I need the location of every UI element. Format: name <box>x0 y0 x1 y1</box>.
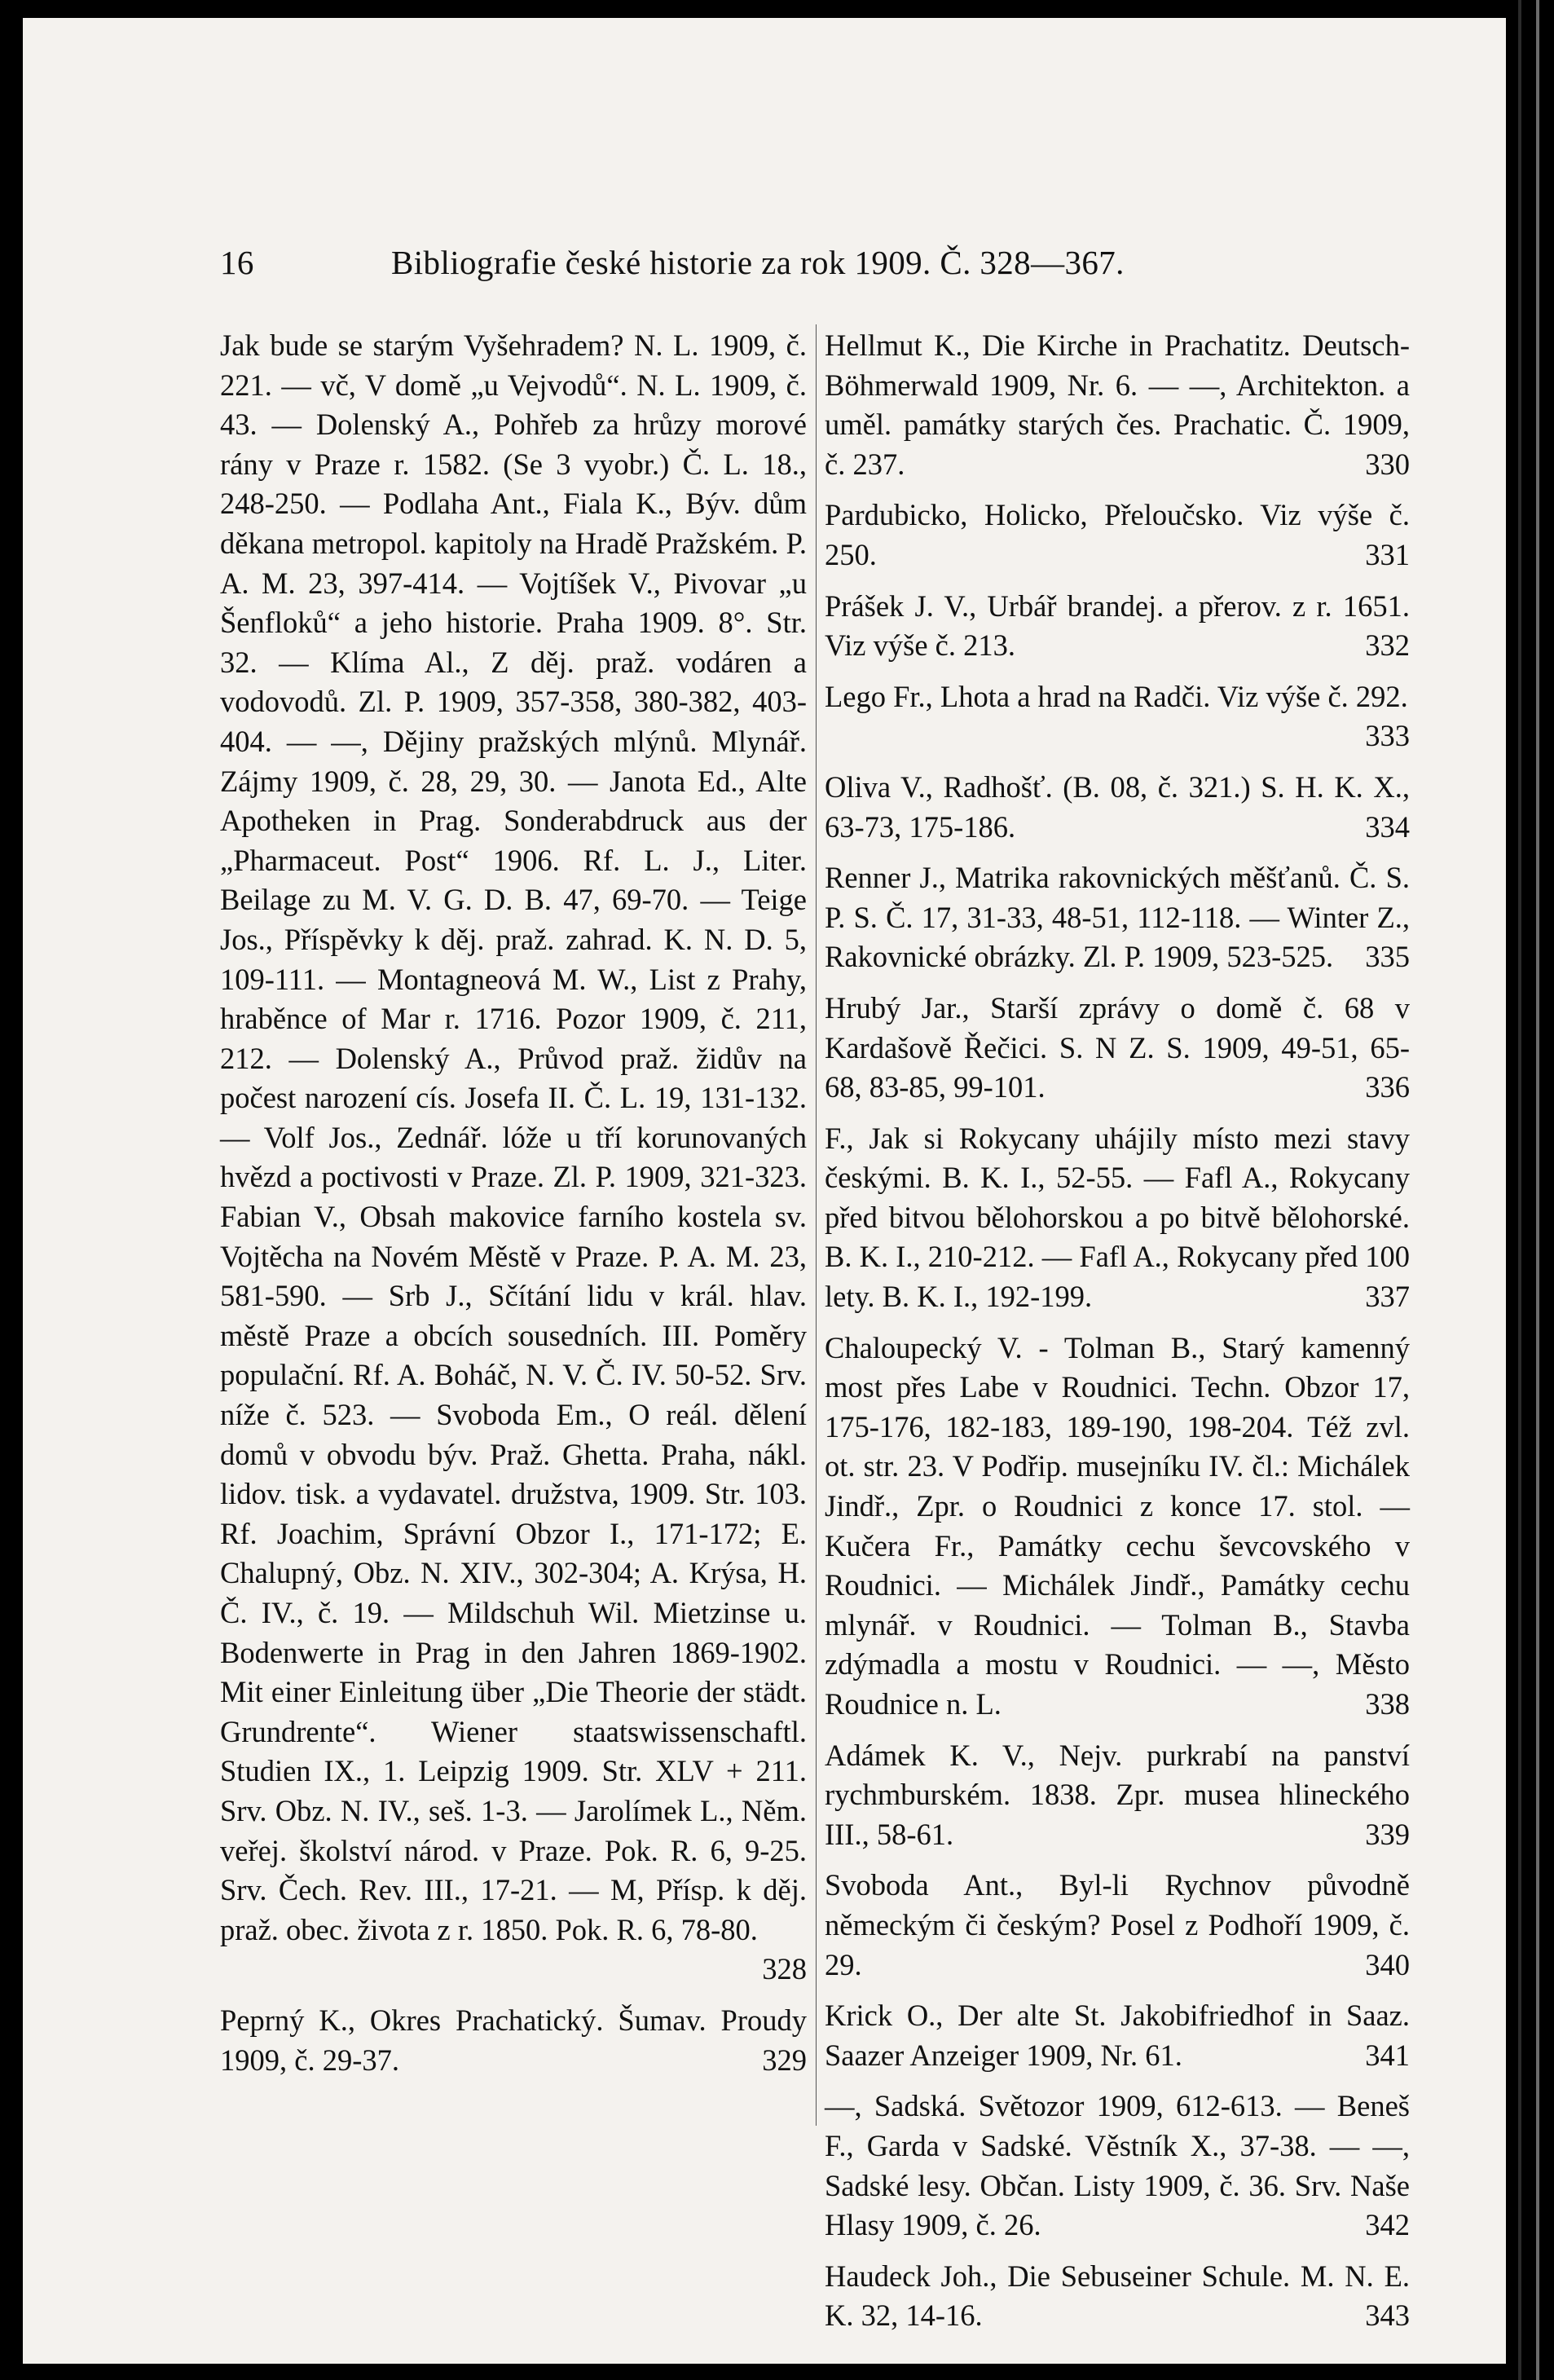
entry-number: 339 <box>1365 1817 1410 1851</box>
entry-number: 340 <box>1365 1947 1410 1981</box>
entry-333 <box>825 677 1410 756</box>
scan-edge <box>1512 0 1554 2380</box>
entry-text: Renner J., Matrika rakovnických měšťanů. Č. S. P. S. Č. 17, 31-33, 48-51, 112-118. — Winter Z., Rakovnické obrázky. Zl. P. 1909, 523-525. 335 <box>825 858 1410 977</box>
entry-341 <box>825 1996 1410 2075</box>
entry-text: Pardubicko, Holicko, Přeloučsko. Viz výše č. 250. 331 <box>825 496 1410 575</box>
entry-text: Adámek K. V., Nejv. purkrabí na panství rychmburském. 1838. Zpr. musea hlineckého III., 58-61. 339 <box>825 1736 1410 1855</box>
entry-number: 338 <box>1365 1687 1410 1721</box>
entry-343 <box>825 2257 1410 2336</box>
entry-text: Hellmut K., Die Kirche in Prachatitz. Deutsch-Böhmerwald 1909, Nr. 6. — —, Architekton. a uměl. památky starých čes. Prachatic. Č. 1909, č. 237. 330 <box>825 326 1410 484</box>
entry-329 <box>220 2001 807 2080</box>
entry-331 <box>825 496 1410 575</box>
entry-342 <box>825 2087 1410 2245</box>
entry-number: 333 <box>1365 719 1410 753</box>
entry-text: Svoboda Ant., Byl-li Rychnov původně německým či českým? Posel z Podhoří 1909, č. 29. 340 <box>825 1866 1410 1985</box>
entry-number: 331 <box>1365 537 1410 571</box>
entry-number: 332 <box>1365 628 1410 663</box>
entry-text: F., Jak si Rokycany uhájily místo mezi stavy českými. B. K. I., 52-55. — Fafl A., Rokycany před bitvou bělohorskou a po bitvě bělohorské. B. K. I., 210-212. — Fafl A., Rokycany před 100 lety. B. K. I., 192-199. 337 <box>825 1119 1410 1317</box>
entry-339 <box>825 1736 1410 1855</box>
entry-328 <box>220 326 807 1990</box>
entry-335 <box>825 858 1410 977</box>
left-column <box>220 326 807 2091</box>
entry-number: 336 <box>1365 1070 1410 1104</box>
entry-number: 342 <box>1365 2208 1410 2242</box>
running-title: Bibliografie české historie za rok 1909. Č. 328—367. <box>391 244 1125 281</box>
entry-330 <box>825 326 1410 484</box>
entry-number: 334 <box>1365 809 1410 844</box>
entry-337 <box>825 1119 1410 1317</box>
entry-text: Chaloupecký V. - Tolman B., Starý kamenný most přes Labe v Roudnici. Techn. Obzor 17, 175-176, 182-183, 189-190, 198-204. Též zvl. ot. str. 23. V Podřip. musejníku IV. čl.: Michálek Jindř., Zpr. o Roudnici z konce 17. stol. — Kučera Fr., Památky cechu ševcovského v Roudnici. — Michálek Jindř., Památky cechu mlynář. v Roudnici. — Tolman B., Stavba zdýmadla a mostu v Roudnici. — —, Město Roudnice n. L. 338 <box>825 1329 1410 1725</box>
entry-text: Prášek J. V., Urbář brandej. a přerov. z r. 1651. Viz výše č. 213. 332 <box>825 587 1410 666</box>
entry-332 <box>825 587 1410 666</box>
entry-text: Jak bude se starým Vyšehradem? N. L. 1909, č. 221. — vč, V domě „u Vejvodů“. N. L. 1909, č. 43. — Dolenský A., Pohřeb za hrůzy morové rány v Praze r. 1582. (Se 3 vyobr.) Č. L. 18., 248-250. — Podlaha Ant., Fiala K., Býv. dům děkana metropol. kapitoly na Hradě Pražském. P. A. M. 23, 397-414. — Vojtíšek V., Pivovar „u Šenfloků“ a jeho historie. Praha 1909. 8°. Str. 32. — Klíma Al., Z děj. praž. vodáren a vodovodů. Zl. P. 1909, 357-358, 380-382, 403-404. — —, Dějiny pražských mlýnů. Mlynář. Zájmy 1909, č. 28, 29, 30. — Janota Ed., Alte Apotheken in Prag. Sonderabdruck aus der „Pharmaceut. Post“ 1906. Rf. L. J., Liter. Beilage zu M. V. G. D. B. 47, 69-70. — Teige Jos., Příspěvky k děj. praž. zahrad. K. N. D. 5, 109-111. — Montagneová M. W., List z Prahy, hraběnce of Mar r. 1716. Pozor 1909, č. 211, 212. — Dolenský A., Průvod praž. židův na počest narození cís. Josefa II. Č. L. 19, 131-132. — Volf Jos., Zednář. lóže u tří korunovaných hvězd a poctivosti v Praze. Zl. P. 1909, 321-323. Fabian V., Obsah makovice farního kostela sv. Vojtěcha na Novém Městě v Praze. P. A. M. 23, 581-590. — Srb J., Sčítání lidu v král. hlav. městě Praze a obcích sousedních. III. Poměry populační. Rf. A. Boháč, N. V. Č. IV. 50-52. Srv. níže č. 523. — Svoboda Em., O reál. dělení domů v obvodu býv. Praž. Ghetta. Praha, nákl. lidov. tisk. a vydavatel. družstva, 1909. Str. 103. Rf. Joachim, Správní Obzor I., 171-172; E. Chalupný, Obz. N. XIV., 302-304; A. Krýsa, H. Č. IV., č. 19. — Mildschuh Wil. Mietzinse u. Bodenwerte in Prag in den Jahren 1869-1902. Mit einer Einleitung über „Die Theorie der städt. Grundrente“. Wiener staatswissenschaftl. Studien IX., 1. Leipzig 1909. Str. XLV + 211. Srv. Obz. N. IV., seš. 1-3. — Jarolímek L., Něm. veřej. školství národ. v Praze. Pok. R. 6, 9-25. Srv. Čech. Rev. III., 17-21. — M, Přísp. k děj. praž. obec. života z r. 1850. Pok. R. 6, 78-80. 328 <box>220 326 807 1950</box>
entry-number: 341 <box>1365 2038 1410 2072</box>
entry-number: 328 <box>762 1952 807 1986</box>
entry-336 <box>825 989 1410 1108</box>
entry-number: 337 <box>1365 1280 1410 1314</box>
entry-334 <box>825 768 1410 847</box>
entry-number: 330 <box>1365 447 1410 481</box>
entry-number: 335 <box>1365 940 1410 974</box>
entry-text: Krick O., Der alte St. Jakobifriedhof in Saaz. Saazer Anzeiger 1909, Nr. 61. 341 <box>825 1996 1410 2075</box>
entry-338 <box>825 1329 1410 1725</box>
entry-text: Hrubý Jar., Starší zprávy o domě č. 68 v Kardašově Řečici. S. N Z. S. 1909, 49-51, 65-68, 83-85, 99-101. 336 <box>825 989 1410 1108</box>
entry-text: Lego Fr., Lhota a hrad na Radči. Viz výše č. 292. 333 <box>825 677 1410 717</box>
right-column <box>825 326 1410 2347</box>
entry-text: Haudeck Joh., Die Sebuseiner Schule. M. N. E. K. 32, 14-16. 343 <box>825 2257 1410 2336</box>
entry-text: —, Sadská. Světozor 1909, 612-613. — Beneš F., Garda v Sadské. Věstník X., 37-38. — —, Sadské lesy. Občan. Listy 1909, č. 36. Srv. Naše Hlasy 1909, č. 26. 342 <box>825 2087 1410 2245</box>
page-number: 16 <box>220 244 254 281</box>
entry-text: Peprný K., Okres Prachatický. Šumav. Proudy 1909, č. 29-37. 329 <box>220 2001 807 2080</box>
entry-number: 329 <box>762 2043 807 2077</box>
entry-number: 343 <box>1365 2298 1410 2333</box>
entry-340 <box>825 1866 1410 1985</box>
column-divider <box>816 324 817 2126</box>
entry-text: Oliva V., Radhošť. (B. 08, č. 321.) S. H. K. X., 63-73, 175-186. 334 <box>825 768 1410 847</box>
